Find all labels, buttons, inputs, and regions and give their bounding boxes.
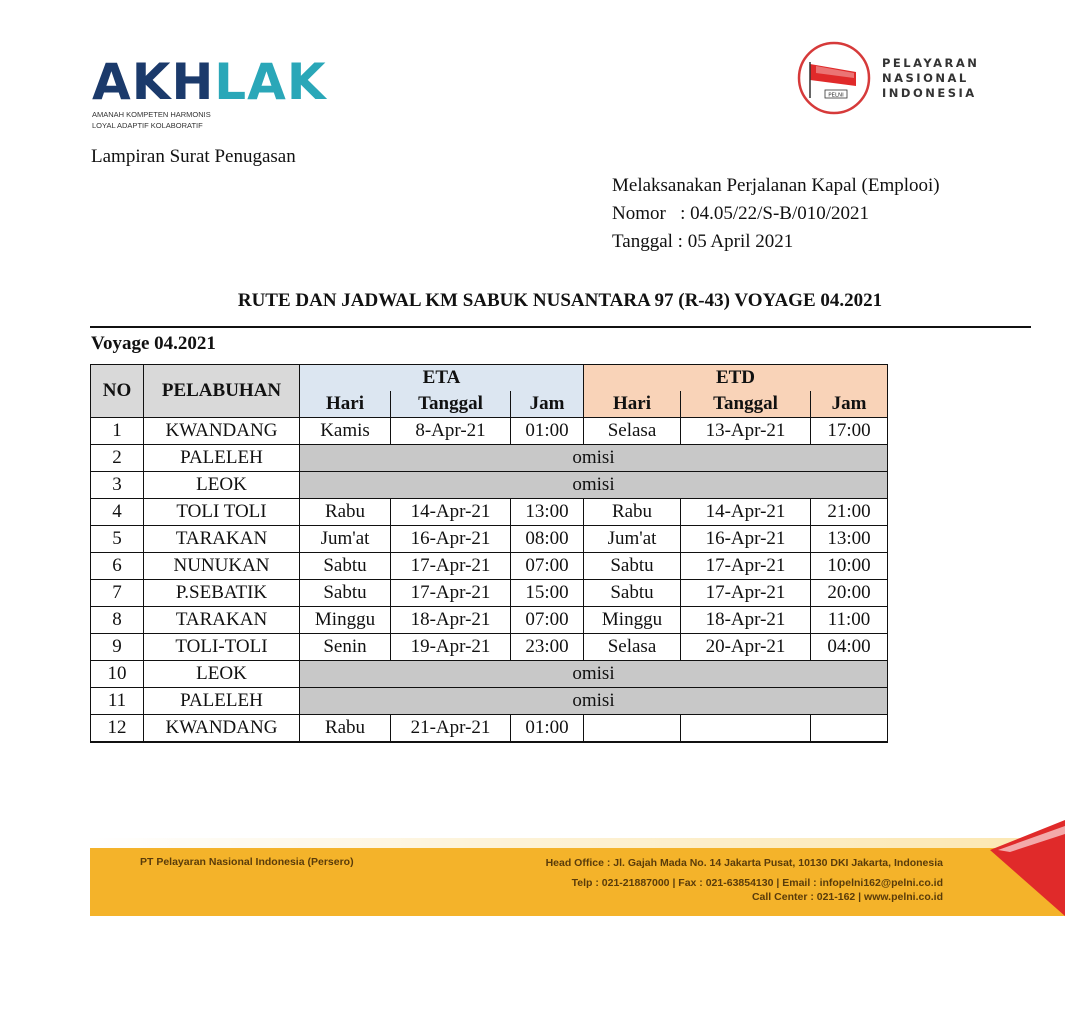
header-port: PELABUHAN (144, 365, 300, 418)
cell-eta-day: Kamis (300, 418, 391, 445)
header-eta: ETA (300, 365, 584, 392)
cell-etd-day: Selasa (584, 418, 681, 445)
cell-port: TOLI-TOLI (144, 634, 300, 661)
footer-accent-icon (990, 820, 1065, 916)
pelni-emblem-icon (796, 40, 872, 116)
cell-port: NUNUKAN (144, 553, 300, 580)
cell-eta-date: 8-Apr-21 (391, 418, 511, 445)
cell-eta-date: 19-Apr-21 (391, 634, 511, 661)
cell-etd-date: 14-Apr-21 (681, 499, 811, 526)
header-etd-day: Hari (584, 391, 681, 418)
svg-text:PELNI: PELNI (828, 92, 844, 99)
table-row (91, 634, 888, 661)
cell-no: 4 (91, 499, 144, 526)
footer-contact: Telp : 021-21887000 | Fax : 021-63854130 | Email : infopelni162@pelni.co.id (571, 877, 943, 889)
cell-etd-day: Sabtu (584, 580, 681, 607)
table-row (91, 715, 888, 743)
cell-eta-day: Senin (300, 634, 391, 661)
cell-omission: omisi (300, 472, 888, 499)
cell-etd-date: 17-Apr-21 (681, 580, 811, 607)
cell-etd-date: 16-Apr-21 (681, 526, 811, 553)
cell-etd-day: Sabtu (584, 553, 681, 580)
header-etd-time: Jam (811, 391, 888, 418)
akhlak-logo (92, 53, 327, 130)
footer-call-center: Call Center : 021-162 | www.pelni.co.id (751, 891, 943, 903)
cell-etd-date: 18-Apr-21 (681, 607, 811, 634)
cell-eta-date: 17-Apr-21 (391, 580, 511, 607)
letter-number: Nomor : 04.05/22/S-B/010/2021 (612, 203, 870, 224)
attachment-label: Lampiran Surat Penugasan (91, 146, 296, 167)
cell-no: 10 (91, 661, 144, 688)
cell-no: 9 (91, 634, 144, 661)
cell-eta-day: Rabu (300, 499, 391, 526)
cell-etd-day: Minggu (584, 607, 681, 634)
table-row (91, 580, 888, 607)
cell-omission: omisi (300, 661, 888, 688)
cell-etd-time: 17:00 (811, 418, 888, 445)
cell-port: TOLI TOLI (144, 499, 300, 526)
cell-etd-time: 04:00 (811, 634, 888, 661)
pelni-logo (796, 40, 986, 110)
cell-eta-time: 07:00 (511, 607, 584, 634)
cell-eta-time: 23:00 (511, 634, 584, 661)
cell-eta-time: 15:00 (511, 580, 584, 607)
cell-etd-time: 11:00 (811, 607, 888, 634)
cell-eta-day: Sabtu (300, 553, 391, 580)
cell-port: LEOK (144, 661, 300, 688)
cell-port: PALELEH (144, 688, 300, 715)
cell-port: TARAKAN (144, 607, 300, 634)
header-eta-day: Hari (300, 391, 391, 418)
schedule-table (90, 364, 888, 743)
cell-eta-time: 01:00 (511, 418, 584, 445)
cell-no: 11 (91, 688, 144, 715)
cell-port: LEOK (144, 472, 300, 499)
cell-no: 1 (91, 418, 144, 445)
document-title: RUTE DAN JADWAL KM SABUK NUSANTARA 97 (R-43) VOYAGE 04.2021 (237, 290, 883, 311)
cell-eta-time: 13:00 (511, 499, 584, 526)
table-row (91, 661, 888, 688)
cell-no: 8 (91, 607, 144, 634)
cell-eta-day: Sabtu (300, 580, 391, 607)
cell-eta-date: 21-Apr-21 (391, 715, 511, 743)
cell-port: KWANDANG (144, 418, 300, 445)
cell-etd-date: 13-Apr-21 (681, 418, 811, 445)
cell-eta-date: 17-Apr-21 (391, 553, 511, 580)
cell-eta-date: 14-Apr-21 (391, 499, 511, 526)
cell-no: 2 (91, 445, 144, 472)
akhlak-tagline-2: LOYAL ADAPTIF KOLABORATIF (92, 121, 203, 130)
cell-eta-date: 18-Apr-21 (391, 607, 511, 634)
cell-etd-date (681, 715, 811, 743)
cell-etd-date: 20-Apr-21 (681, 634, 811, 661)
cell-etd-time: 21:00 (811, 499, 888, 526)
cell-no: 6 (91, 553, 144, 580)
cell-etd-date: 17-Apr-21 (681, 553, 811, 580)
header-eta-date: Tanggal (391, 391, 511, 418)
cell-eta-day: Minggu (300, 607, 391, 634)
footer-head-office: Head Office : Jl. Gajah Mada No. 14 Jakarta Pusat, 10130 DKI Jakarta, Indonesia (545, 857, 943, 869)
cell-etd-time: 20:00 (811, 580, 888, 607)
cell-etd-day: Selasa (584, 634, 681, 661)
cell-omission: omisi (300, 445, 888, 472)
cell-etd-time (811, 715, 888, 743)
letter-subject: Melaksanakan Perjalanan Kapal (Emplooi) (612, 175, 940, 196)
cell-etd-day (584, 715, 681, 743)
cell-eta-day: Rabu (300, 715, 391, 743)
cell-omission: omisi (300, 688, 888, 715)
cell-eta-time: 08:00 (511, 526, 584, 553)
cell-no: 12 (91, 715, 144, 743)
table-row (91, 499, 888, 526)
cell-no: 5 (91, 526, 144, 553)
header-eta-time: Jam (511, 391, 584, 418)
table-row (91, 472, 888, 499)
title-divider (90, 326, 1031, 328)
footer (90, 820, 1065, 916)
cell-eta-time: 07:00 (511, 553, 584, 580)
table-row (91, 553, 888, 580)
cell-etd-time: 10:00 (811, 553, 888, 580)
letter-date: Tanggal : 05 April 2021 (612, 231, 794, 252)
cell-port: PALELEH (144, 445, 300, 472)
cell-etd-time: 13:00 (811, 526, 888, 553)
header-etd: ETD (584, 365, 888, 392)
table-row (91, 688, 888, 715)
table-row (91, 607, 888, 634)
header-etd-date: Tanggal (681, 391, 811, 418)
table-row (91, 418, 888, 445)
cell-port: P.SEBATIK (144, 580, 300, 607)
pelni-wordmark: PELAYARAN NASIONAL INDONESIA (882, 56, 980, 100)
cell-port: KWANDANG (144, 715, 300, 743)
cell-etd-day: Rabu (584, 499, 681, 526)
table-row (91, 526, 888, 553)
cell-eta-time: 01:00 (511, 715, 584, 743)
header-no: NO (91, 365, 144, 418)
cell-port: TARAKAN (144, 526, 300, 553)
footer-company: PT Pelayaran Nasional Indonesia (Persero) (140, 856, 354, 868)
cell-no: 3 (91, 472, 144, 499)
table-row (91, 445, 888, 472)
akhlak-tagline-1: AMANAH KOMPETEN HARMONIS (92, 110, 211, 119)
footer-contact-block (546, 856, 943, 904)
voyage-label: Voyage 04.2021 (91, 333, 216, 354)
cell-eta-day: Jum'at (300, 526, 391, 553)
cell-eta-date: 16-Apr-21 (391, 526, 511, 553)
cell-no: 7 (91, 580, 144, 607)
akhlak-wordmark: AKHLAK (92, 53, 327, 111)
cell-etd-day: Jum'at (584, 526, 681, 553)
